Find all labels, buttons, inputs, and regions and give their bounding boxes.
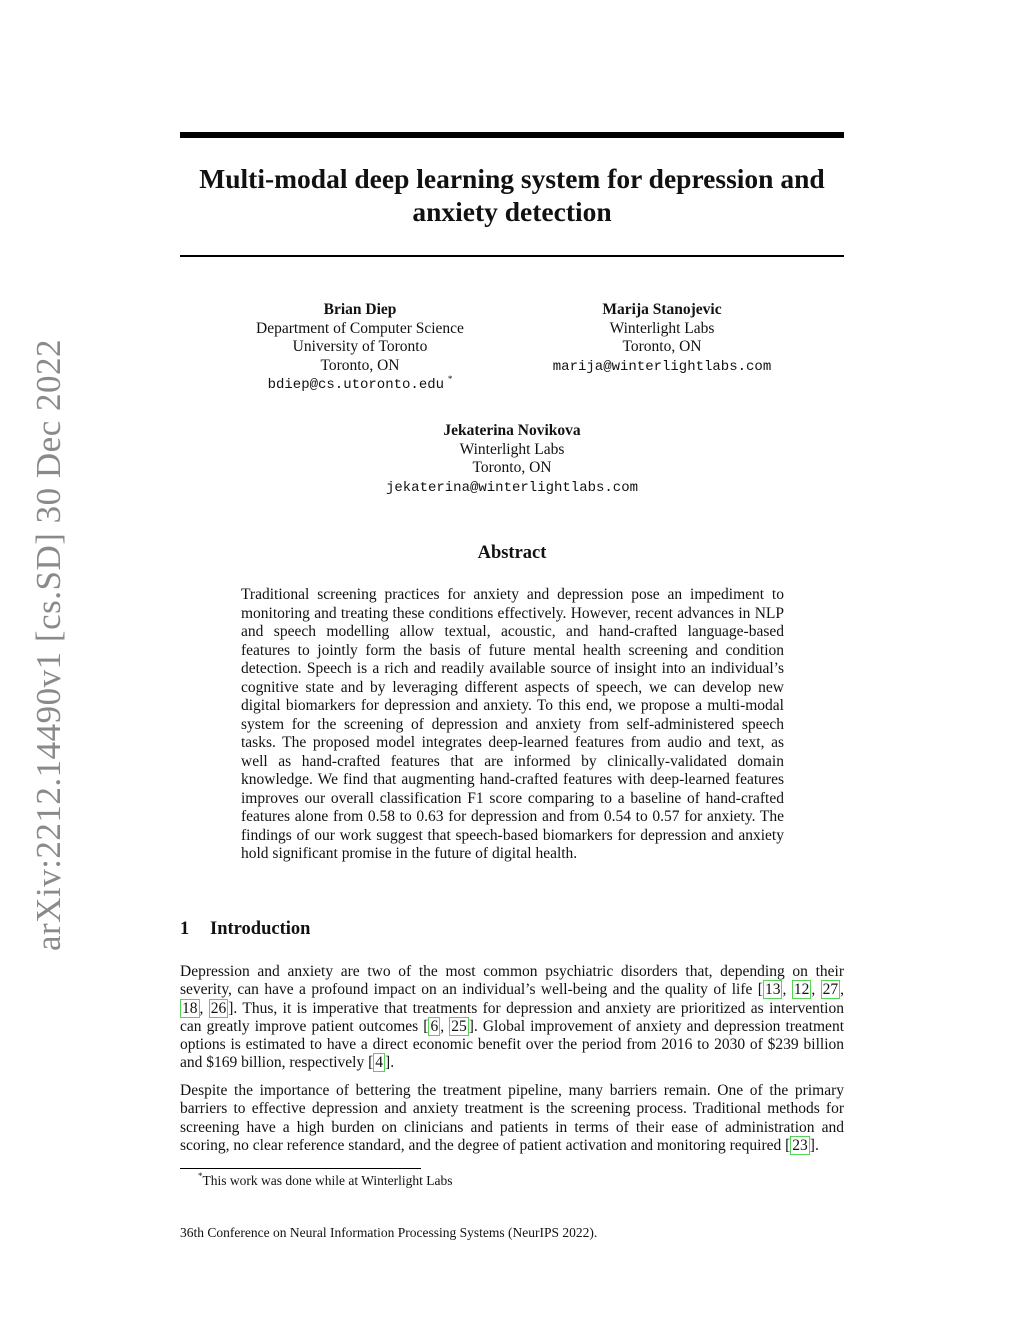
paragraph-text: Despite the importance of bettering the treatment pipeline, many barriers remain. One of the primary barriers to effective depression and anxiety treatment is the screening process. Traditional methods for screening have a high burden on clinicians and patients in terms of their ease of administration and scoring, no clear reference standard, and the degree of patient activation and monitoring required [ xyxy=(180,1082,844,1154)
paragraph-text: ]. Global improvement of anxiety and depression treatment options is estimated to have a direct economic benefit over the period from 2016 to 2030 of $239 billion and $169 billion, respectively [ xyxy=(180,1017,844,1072)
section-title: Introduction xyxy=(210,919,311,939)
title-bottom-rule xyxy=(180,255,844,257)
author-affiliation: Winterlight Labs xyxy=(459,440,565,458)
venue-notice: 36th Conference on Neural Information Processing Systems (NeurIPS 2022). xyxy=(180,1225,598,1240)
footnote-text: This work was done while at Winterlight Labs xyxy=(202,1173,453,1188)
paper-title: Multi-modal deep learning system for depression and anxiety detection xyxy=(199,163,825,227)
footnote-marker[interactable]: * xyxy=(447,374,453,384)
paragraph-text: ]. xyxy=(809,1136,819,1154)
citation-link[interactable]: 4 xyxy=(375,1054,384,1072)
citation-link[interactable]: 25 xyxy=(451,1017,467,1035)
author-block-brian-diep xyxy=(230,301,490,395)
footnote xyxy=(198,1173,453,1189)
paragraph-text: Depression and anxiety are two of the most common psychiatric disorders that, depending on their severity, can have a profound impact on an individual’s well-being and the quality of life [ xyxy=(180,963,844,999)
section-heading-introduction xyxy=(180,919,310,940)
introduction-paragraph-2 xyxy=(180,1082,844,1155)
citation-link[interactable]: 6 xyxy=(430,1017,439,1035)
author-affiliation: Winterlight Labs xyxy=(609,319,715,337)
author-name: Brian Diep xyxy=(323,301,397,318)
introduction-paragraph-1: Depression and anxiety are two of the most common psychiatric disorders that, depending on their severity, can have a profound impact on an individual’s well-being and the quality of life [ 13 , 12 , 27 , 18 , 26 ]. Thus, it is imperative that treatments for depression and anxiety are prioritized as intervention can greatly improve patient outcomes [ 6 , 25 ]. Global improvement of anxiety and depression treatment options is estimated to have a direct economic benefit over the period from 2016 to 2030 of $239 billion and $169 billion, respectively [ 4 ]. xyxy=(180,963,845,1072)
author-affiliation: University of Toronto xyxy=(292,338,428,355)
author-email-link[interactable]: marija@winterlightlabs.com xyxy=(552,358,772,375)
author-name: Marija Stanojevic xyxy=(602,301,722,318)
citation-link[interactable]: 26 xyxy=(210,999,227,1017)
author-name: Jekaterina Novikova xyxy=(443,422,581,439)
author-affiliation: Department of Computer Science xyxy=(256,319,464,337)
citation-link[interactable]: 12 xyxy=(793,981,810,999)
arxiv-identifier-stamp: arXiv:2212.14490v1 [cs.SD] 30 Dec 2022 xyxy=(29,339,68,951)
citation-link[interactable]: 27 xyxy=(822,981,839,999)
citation-link[interactable]: 18 xyxy=(182,999,198,1017)
abstract-text: Traditional screening practices for anxiety and depression pose an impediment to monitoring and treating these conditions effectively. However, recent advances in NLP and speech modelling allow textual, acoustic, and hand-crafted language-based features to jointly form the basis of future mental health screening and condition detection. Speech is a rich and readily available source of insight into an individual’s cognitive state and by leveraging different aspects of speech, we can develop new digital biomarkers for depression and anxiety. To this end, we propose a multi-modal system for the screening of depression and anxiety from self-administered speech tasks. The proposed model integrates deep-learned features from audio and text, as well as hand-crafted features that are informed by clinically-validated domain knowledge. We find that augmenting hand-crafted features with deep-learned features improves our overall classification F1 score comparing to a baseline of hand-crafted features alone from 0.58 to 0.63 for depression and from 0.54 to 0.57 for anxiety. The findings of our work suggest that speech-based biomarkers for depression and anxiety hold significant promise in the future of digital health. xyxy=(241,586,784,862)
footnote-marker: * xyxy=(198,1171,203,1181)
footnote-rule xyxy=(180,1168,421,1169)
title-top-rule xyxy=(180,132,844,138)
paragraph-text: ]. Thus, it is imperative that treatments for depression and anxiety are prioritized as intervention can greatly improve patient outcomes [ xyxy=(180,999,844,1035)
section-number: 1 xyxy=(180,919,190,939)
author-affiliation: Toronto, ON xyxy=(320,356,400,374)
author-email-link[interactable]: jekaterina@winterlightlabs.com xyxy=(385,479,639,496)
paragraph-text: ]. xyxy=(385,1054,395,1072)
author-block-marija-stanojevic xyxy=(512,301,812,376)
citation-link[interactable]: 23 xyxy=(792,1136,808,1154)
author-affiliation: Toronto, ON xyxy=(472,459,552,476)
author-email-link[interactable]: bdiep@cs.utoronto.edu xyxy=(267,377,445,393)
author-affiliation: Toronto, ON xyxy=(622,338,702,355)
author-block-jekaterina-novikova xyxy=(362,422,662,497)
citation-link[interactable]: 13 xyxy=(764,981,781,999)
abstract-heading: Abstract xyxy=(477,543,547,563)
